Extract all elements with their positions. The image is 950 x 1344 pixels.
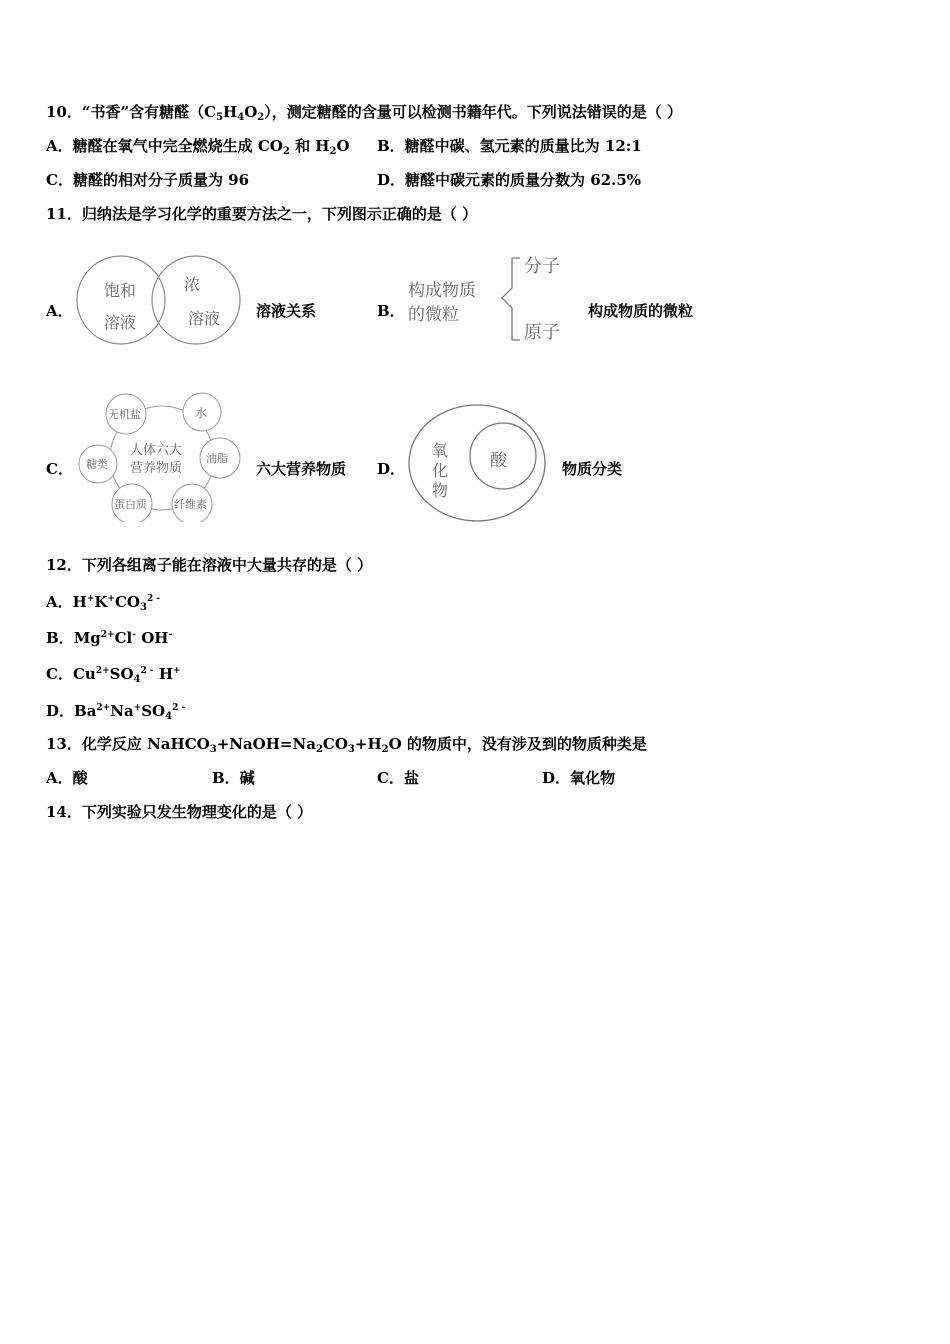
bracket-main-text-2: 的微粒	[408, 305, 459, 325]
nutrient-item: 油脂	[206, 452, 228, 465]
q10-option-b: B．糖醛中碳、氢元素的质量比为 12:1	[377, 137, 642, 155]
q13-option-a: A．酸	[46, 769, 88, 787]
venn-right-text-2: 溶液	[188, 309, 221, 328]
venn-left-text-1: 饱和	[104, 281, 137, 300]
classification-outer-text-3: 物	[432, 481, 449, 500]
venn-right-text-1: 浓	[184, 275, 201, 294]
q11-option-b-caption: 构成物质的微粒	[588, 302, 694, 320]
q14-stem: 14．下列实验只发生物理变化的是（ ）	[46, 803, 313, 821]
classification-outer-text-1: 氧	[432, 441, 449, 460]
q13-option-c: C．盐	[377, 769, 419, 787]
q10-option-d: D．糖醛中碳元素的质量分数为 62.5%	[377, 171, 642, 189]
nutrient-item: 纤维素	[174, 498, 207, 511]
nutrients-diagram	[74, 392, 250, 522]
q11-option-c-label: C．	[46, 460, 73, 478]
nutrient-item: 糖类	[86, 458, 108, 471]
q12-option-c: C．$Cu^{2+}SO_4^{2 -}$ H+	[46, 665, 181, 685]
q11-option-a-caption: 溶液关系	[256, 302, 317, 320]
q12-option-b: B．$Mg^{2+}Cl^-$ OH-	[46, 629, 173, 647]
q11-option-d-label: D．	[377, 460, 406, 478]
nutrient-item: 水	[195, 406, 208, 420]
venn-diagram	[76, 250, 246, 350]
q10-stem: 10．“书香”含有糖醛$(C_5H_4O_2)$，测定糖醛的含量可以检测书籍年代。下列说法错误的是（ ）	[46, 103, 682, 123]
bracket-bottom-text: 原子	[524, 322, 560, 343]
q11-option-c-caption: 六大营养物质	[256, 460, 347, 478]
q11-option-b-label: B．	[377, 302, 405, 320]
q11-option-d-caption: 物质分类	[562, 460, 623, 478]
q13-stem: 13．化学反应 $NaHCO_3+NaOH=Na_2CO_3+H_2O$ 的物质中，没有涉及到的物质种类是	[46, 735, 647, 755]
bracket-main-text-1: 构成物质	[408, 281, 476, 301]
venn-left-text-2: 溶液	[104, 313, 137, 332]
q10-option-a: A．糖醛在氧气中完全燃烧生成 $CO_2$ 和 $H_2O$	[46, 137, 350, 157]
nutrients-center-text-2: 营养物质	[130, 461, 183, 476]
q10-option-c: C．糖醛的相对分子质量为 96	[46, 171, 250, 189]
q11-stem: 11．归纳法是学习化学的重要方法之一，下列图示正确的是（ ）	[46, 205, 478, 223]
classification-outer-text-2: 化	[432, 461, 449, 480]
nutrient-item: 无机盐	[108, 408, 141, 421]
q12-option-d: D．$Ba^{2+}Na^+SO_4^{2 -}$	[46, 702, 186, 722]
classification-diagram	[404, 400, 554, 526]
q13-option-b: B．碱	[212, 769, 255, 787]
bracket-diagram	[402, 248, 582, 348]
bracket-top-text: 分子	[524, 256, 560, 277]
q12-option-a: A．$H^+K^+CO_3^{2 -}$	[46, 593, 161, 613]
q12-stem: 12．下列各组离子能在溶液中大量共存的是（ ）	[46, 556, 373, 574]
classification-inner-text: 酸	[490, 451, 507, 471]
nutrient-item: 蛋白质	[114, 498, 147, 511]
q11-option-a-label: A．	[46, 302, 73, 320]
q13-option-d: D．氧化物	[542, 769, 616, 787]
nutrients-center-text-1: 人体六大	[130, 443, 183, 458]
